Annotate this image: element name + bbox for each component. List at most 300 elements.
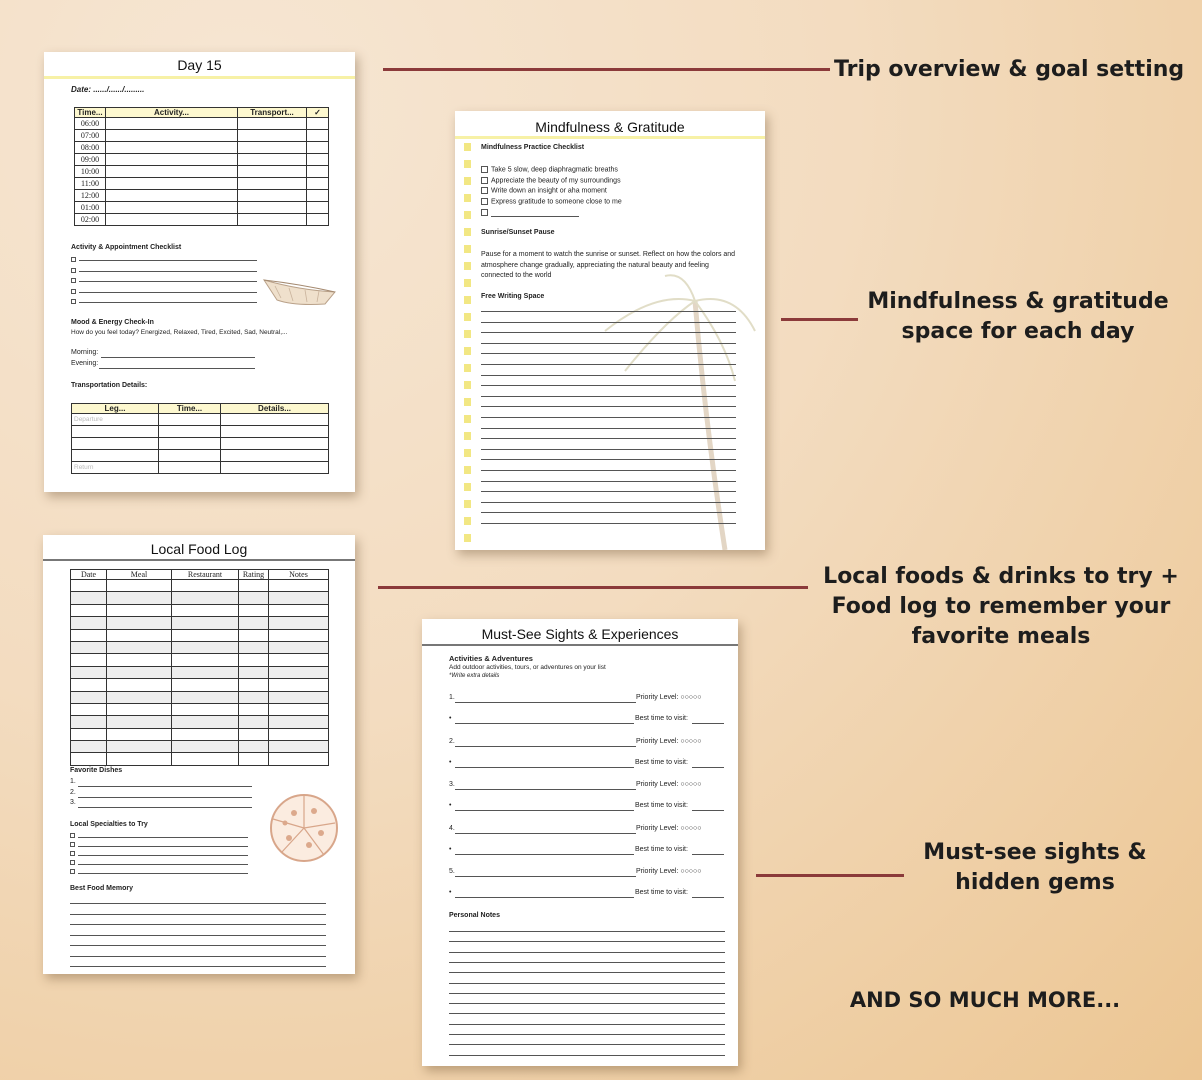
mood-title: Mood & Energy Check-In — [71, 319, 154, 326]
table-cell[interactable] — [71, 716, 107, 728]
table-cell[interactable] — [71, 641, 107, 653]
notes-line[interactable] — [449, 1003, 725, 1004]
sight-line[interactable] — [455, 702, 636, 703]
sights-callout-line — [756, 874, 904, 877]
table-cell[interactable] — [71, 728, 107, 740]
time-cell[interactable] — [159, 438, 221, 450]
table-row — [71, 679, 329, 691]
favorite-title: Favorite Dishes — [70, 767, 123, 774]
bullet: • — [449, 845, 452, 853]
best-time-line[interactable] — [692, 723, 724, 724]
best-time-line[interactable] — [692, 767, 724, 768]
checkbox-icon[interactable] — [481, 209, 488, 216]
table-cell[interactable] — [172, 691, 239, 703]
priority-level[interactable]: Priority Level: ○○○○○ — [636, 781, 702, 789]
mindfulness-page — [455, 111, 765, 550]
schedule-row — [75, 190, 329, 202]
specialty-line[interactable] — [78, 873, 248, 874]
specialty-line[interactable] — [78, 855, 248, 856]
best-time-label: Best time to visit: — [635, 845, 688, 853]
schedule-cell[interactable] — [238, 130, 307, 142]
writing-line[interactable] — [481, 449, 736, 450]
schedule-cell[interactable] — [238, 166, 307, 178]
details-cell[interactable] — [221, 438, 329, 450]
time-cell[interactable] — [159, 462, 221, 474]
schedule-cell[interactable] — [106, 166, 238, 178]
table-cell[interactable] — [269, 604, 329, 616]
table-cell[interactable] — [172, 592, 239, 604]
table-cell[interactable] — [269, 592, 329, 604]
table-cell[interactable] — [172, 716, 239, 728]
sight-line[interactable] — [455, 746, 636, 747]
writing-line[interactable] — [481, 311, 736, 312]
specialty-line[interactable] — [78, 864, 248, 865]
evening-label: Evening: — [71, 360, 99, 367]
schedule-cell[interactable] — [106, 214, 238, 226]
writing-line[interactable] — [481, 364, 736, 365]
writing-line[interactable] — [481, 396, 736, 397]
mood-question: How do you feel today? Energized, Relaxed, Tired, Excited, Sad, Neutral,... — [71, 329, 288, 336]
details-cell[interactable] — [221, 462, 329, 474]
writing-line[interactable] — [481, 428, 736, 429]
checkbox-icon[interactable] — [71, 268, 76, 273]
detail-line[interactable] — [455, 897, 634, 898]
table-cell[interactable] — [71, 604, 107, 616]
checklist-line[interactable] — [79, 292, 257, 293]
table-row — [71, 629, 329, 641]
sight-line[interactable] — [455, 833, 636, 834]
table-cell[interactable] — [269, 580, 329, 592]
notes-line[interactable] — [449, 993, 725, 994]
time-cell[interactable] — [159, 426, 221, 438]
table-cell[interactable] — [71, 592, 107, 604]
details-cell[interactable] — [221, 450, 329, 462]
sight-line[interactable] — [455, 789, 636, 790]
writing-line[interactable] — [481, 459, 736, 460]
table-cell[interactable] — [107, 604, 172, 616]
schedule-row — [75, 118, 329, 130]
table-row — [71, 741, 329, 753]
priority-level[interactable]: Priority Level: ○○○○○ — [636, 824, 702, 832]
best-time-line[interactable] — [692, 810, 724, 811]
table-cell[interactable] — [269, 617, 329, 629]
blank-checklist-item — [481, 209, 488, 216]
notes-line[interactable] — [449, 983, 725, 984]
table-cell[interactable] — [172, 629, 239, 641]
food-callout-line-2: Food log to remember your — [831, 594, 1171, 619]
notes-line[interactable] — [449, 1044, 725, 1045]
writing-line[interactable] — [481, 502, 736, 503]
checkbox-icon[interactable] — [70, 869, 75, 874]
schedule-header-row — [75, 108, 329, 118]
table-cell[interactable] — [239, 666, 269, 678]
table-cell[interactable] — [172, 604, 239, 616]
writing-line[interactable] — [481, 523, 736, 524]
schedule-cell[interactable] — [238, 118, 307, 130]
date-label: Date: ....../....../......... — [71, 85, 145, 94]
mind-callout-line-2: space for each day — [901, 319, 1135, 344]
sight-number: 3. — [449, 781, 455, 789]
table-cell[interactable] — [71, 753, 107, 765]
schedule-cell[interactable] — [106, 130, 238, 142]
schedule-cell[interactable] — [307, 154, 329, 166]
schedule-cell[interactable] — [307, 202, 329, 214]
best-time-label: Best time to visit: — [635, 802, 688, 810]
writing-line[interactable] — [481, 353, 736, 354]
table-row — [71, 703, 329, 715]
details-cell[interactable] — [221, 414, 329, 426]
writing-line[interactable] — [481, 343, 736, 344]
palm-tree-illustration — [585, 271, 765, 550]
table-cell[interactable] — [107, 703, 172, 715]
restaurant-header: Restaurant — [172, 570, 239, 580]
table-cell[interactable] — [71, 629, 107, 641]
table-cell[interactable] — [172, 679, 239, 691]
memory-line[interactable] — [70, 966, 326, 967]
title-divider — [422, 644, 738, 646]
priority-level[interactable]: Priority Level: ○○○○○ — [636, 868, 702, 876]
table-cell[interactable] — [269, 679, 329, 691]
time-cell: 06:00 — [75, 118, 106, 130]
writing-title: Free Writing Space — [481, 293, 545, 300]
time-cell: 01:00 — [75, 202, 106, 214]
schedule-cell[interactable] — [238, 142, 307, 154]
evening-line — [99, 368, 255, 369]
favorite-number: 2. — [70, 788, 76, 796]
morning-line — [101, 357, 255, 358]
checkbox-icon[interactable] — [481, 166, 488, 173]
table-cell[interactable] — [71, 679, 107, 691]
table-cell[interactable] — [71, 654, 107, 666]
activity-header: Activity... — [106, 108, 238, 118]
notes-line[interactable] — [449, 941, 725, 942]
notes-line[interactable] — [449, 1013, 725, 1014]
table-cell[interactable] — [172, 666, 239, 678]
writing-line[interactable] — [481, 375, 736, 376]
sight-line[interactable] — [455, 876, 636, 877]
table-cell[interactable] — [172, 753, 239, 765]
checkbox-icon[interactable] — [481, 177, 488, 184]
table-row — [71, 753, 329, 765]
checklist-title: Activity & Appointment Checklist — [71, 244, 182, 251]
checkbox-icon[interactable] — [70, 860, 75, 865]
favorite-number: 1. — [70, 778, 76, 785]
table-cell[interactable] — [107, 716, 172, 728]
table-cell[interactable] — [239, 679, 269, 691]
meal-header: Meal — [107, 570, 172, 580]
table-cell[interactable] — [269, 666, 329, 678]
table-cell[interactable] — [172, 703, 239, 715]
trip-callout-text: Trip overview & goal setting — [834, 57, 1185, 82]
schedule-cell[interactable] — [238, 178, 307, 190]
table-cell[interactable] — [107, 654, 172, 666]
time-cell[interactable] — [159, 450, 221, 462]
table-cell[interactable] — [107, 592, 172, 604]
schedule-cell[interactable] — [106, 118, 238, 130]
priority-level[interactable]: Priority Level: ○○○○○ — [636, 694, 702, 701]
boat-illustration — [259, 264, 339, 310]
favorite-line[interactable] — [78, 807, 252, 808]
best-time-line[interactable] — [692, 897, 724, 898]
table-cell[interactable] — [269, 728, 329, 740]
writing-line[interactable] — [481, 406, 736, 407]
schedule-cell[interactable] — [238, 154, 307, 166]
table-cell[interactable] — [107, 741, 172, 753]
notes-line[interactable] — [449, 1055, 725, 1056]
sight-number: 4. — [449, 824, 455, 832]
favorite-line[interactable] — [78, 797, 252, 798]
schedule-table — [74, 107, 329, 226]
checklist-item — [481, 187, 607, 194]
table-cell[interactable] — [269, 629, 329, 641]
transport-header: Transport... — [238, 108, 307, 118]
checklist-item-label: Write down an insight or aha moment — [491, 187, 607, 195]
leg-cell[interactable] — [72, 438, 159, 450]
section-note: *Write extra details — [449, 673, 500, 679]
table-cell[interactable] — [107, 728, 172, 740]
sights-callout-line-1: Must-see sights & — [923, 840, 1147, 865]
binding-marks — [464, 143, 471, 543]
schedule-cell[interactable] — [106, 142, 238, 154]
schedule-cell[interactable] — [307, 130, 329, 142]
schedule-cell[interactable] — [307, 166, 329, 178]
checklist-line[interactable] — [79, 260, 257, 261]
table-cell[interactable] — [107, 629, 172, 641]
memory-title: Best Food Memory — [70, 885, 134, 892]
writing-line[interactable] — [481, 417, 736, 418]
day-planner-page — [44, 52, 355, 492]
writing-line[interactable] — [481, 322, 736, 323]
table-cell[interactable] — [71, 741, 107, 753]
rating-header: Rating — [239, 570, 269, 580]
table-cell[interactable] — [269, 753, 329, 765]
writing-line[interactable] — [481, 481, 736, 482]
table-cell[interactable] — [172, 641, 239, 653]
writing-line[interactable] — [481, 438, 736, 439]
schedule-cell[interactable] — [238, 190, 307, 202]
checklist-line[interactable] — [79, 302, 257, 303]
table-cell[interactable] — [239, 716, 269, 728]
writing-line[interactable] — [481, 512, 736, 513]
bullet: • — [449, 758, 452, 766]
table-cell[interactable] — [71, 703, 107, 715]
writing-line[interactable] — [481, 470, 736, 471]
table-cell[interactable] — [172, 741, 239, 753]
checkbox-icon[interactable] — [481, 187, 488, 194]
table-cell[interactable] — [107, 691, 172, 703]
sights-page — [422, 619, 738, 1066]
table-cell[interactable] — [239, 654, 269, 666]
food-header-row — [71, 570, 329, 580]
table-cell[interactable] — [107, 753, 172, 765]
checklist-item — [481, 177, 621, 184]
leg-cell[interactable]: Departure — [72, 414, 159, 426]
schedule-row — [75, 166, 329, 178]
table-cell[interactable] — [239, 691, 269, 703]
notes-line[interactable] — [449, 931, 725, 932]
notes-header: Notes — [269, 570, 329, 580]
table-cell[interactable] — [107, 666, 172, 678]
table-cell[interactable] — [172, 728, 239, 740]
table-cell[interactable] — [239, 629, 269, 641]
table-cell[interactable] — [239, 592, 269, 604]
morning-label: Morning: — [71, 349, 99, 356]
table-cell[interactable] — [107, 679, 172, 691]
table-cell[interactable] — [107, 641, 172, 653]
table-cell[interactable] — [107, 617, 172, 629]
schedule-cell[interactable] — [238, 214, 307, 226]
food-callout-line-1: Local foods & drinks to try + — [823, 564, 1179, 589]
time-cell: 11:00 — [75, 178, 106, 190]
table-cell[interactable] — [239, 741, 269, 753]
checkbox-icon[interactable] — [71, 299, 76, 304]
checkbox-icon[interactable] — [70, 851, 75, 856]
title-divider — [455, 136, 765, 139]
schedule-row — [75, 130, 329, 142]
leg-cell[interactable] — [72, 450, 159, 462]
schedule-cell[interactable] — [106, 202, 238, 214]
time-cell: 02:00 — [75, 214, 106, 226]
leg-cell[interactable]: Return — [72, 462, 159, 474]
memory-line[interactable] — [70, 945, 326, 946]
notes-line[interactable] — [449, 962, 725, 963]
memory-line[interactable] — [70, 903, 326, 904]
best-time-label: Best time to visit: — [635, 758, 688, 766]
table-row — [71, 604, 329, 616]
table-cell[interactable] — [239, 753, 269, 765]
detail-line[interactable] — [455, 767, 634, 768]
table-cell[interactable] — [239, 580, 269, 592]
bullet: • — [449, 889, 452, 897]
schedule-cell[interactable] — [307, 178, 329, 190]
title-divider — [43, 559, 355, 561]
writing-line[interactable] — [481, 385, 736, 386]
table-cell[interactable] — [71, 691, 107, 703]
detail-line[interactable] — [455, 854, 634, 855]
table-cell[interactable] — [269, 741, 329, 753]
table-cell[interactable] — [107, 580, 172, 592]
notes-line[interactable] — [449, 1034, 725, 1035]
checklist-line[interactable] — [79, 281, 257, 282]
trip-callout-line — [383, 68, 830, 71]
table-cell[interactable] — [239, 728, 269, 740]
date-header: Date — [71, 570, 107, 580]
mindfulness-callout — [852, 287, 1184, 347]
checklist-item — [481, 198, 622, 205]
table-cell[interactable] — [269, 691, 329, 703]
best-time-line[interactable] — [692, 854, 724, 855]
table-cell[interactable] — [71, 580, 107, 592]
notes-line[interactable] — [449, 972, 725, 973]
table-cell[interactable] — [269, 703, 329, 715]
sights-callout-line-2: hidden gems — [955, 870, 1115, 895]
detail-line[interactable] — [455, 810, 634, 811]
checkbox-icon[interactable] — [70, 842, 75, 847]
notes-title: Personal Notes — [449, 912, 500, 919]
schedule-cell[interactable] — [307, 214, 329, 226]
leg-cell[interactable] — [72, 426, 159, 438]
checkbox-icon[interactable] — [481, 198, 488, 205]
mind-callout-line — [781, 318, 858, 321]
schedule-cell[interactable] — [238, 202, 307, 214]
checkbox-icon[interactable] — [71, 257, 76, 262]
checklist-line[interactable] — [79, 271, 257, 272]
checklist-item-label: Express gratitude to someone close to me — [491, 197, 622, 205]
mind-callout-line-1: Mindfulness & gratitude — [867, 289, 1169, 314]
food-log-table — [70, 569, 329, 766]
bullet: • — [449, 802, 452, 810]
checkbox-icon[interactable] — [71, 278, 76, 283]
favorite-line[interactable] — [78, 786, 252, 787]
table-cell[interactable] — [239, 703, 269, 715]
table-cell[interactable] — [239, 604, 269, 616]
schedule-row — [75, 142, 329, 154]
table-row — [71, 617, 329, 629]
transport-header-row — [72, 404, 329, 414]
writing-line[interactable] — [481, 332, 736, 333]
table-row — [71, 666, 329, 678]
table-cell[interactable] — [172, 580, 239, 592]
schedule-cell[interactable] — [307, 142, 329, 154]
time-cell: 07:00 — [75, 130, 106, 142]
checkbox-icon[interactable] — [70, 833, 75, 838]
memory-line[interactable] — [70, 956, 326, 957]
schedule-row — [75, 202, 329, 214]
table-row — [71, 691, 329, 703]
transport-row — [72, 426, 329, 438]
transport-row — [72, 438, 329, 450]
table-cell[interactable] — [269, 654, 329, 666]
table-cell[interactable] — [71, 666, 107, 678]
specialty-line[interactable] — [78, 837, 248, 838]
memory-line[interactable] — [70, 924, 326, 925]
schedule-cell[interactable] — [307, 118, 329, 130]
time-cell[interactable] — [159, 414, 221, 426]
priority-level[interactable]: Priority Level: ○○○○○ — [636, 737, 702, 745]
table-cell[interactable] — [172, 654, 239, 666]
table-cell[interactable] — [239, 641, 269, 653]
specialty-line[interactable] — [78, 846, 248, 847]
memory-line[interactable] — [70, 935, 326, 936]
details-cell[interactable] — [221, 426, 329, 438]
table-cell[interactable] — [172, 617, 239, 629]
schedule-cell[interactable] — [106, 154, 238, 166]
writing-line[interactable] — [481, 491, 736, 492]
table-row — [71, 592, 329, 604]
notes-line[interactable] — [449, 952, 725, 953]
section-title: Activities & Adventures — [449, 654, 533, 663]
schedule-cell[interactable] — [106, 190, 238, 202]
sunrise-text: Pause for a moment to watch the sunrise or sunset. Reflect on how the colors and atmosphere change gradually, appreciating the natural beauty and feeling connected to the world — [481, 251, 736, 279]
table-cell[interactable] — [239, 617, 269, 629]
schedule-cell[interactable] — [106, 178, 238, 190]
table-row — [71, 728, 329, 740]
table-cell[interactable] — [269, 716, 329, 728]
page-title: Local Food Log — [150, 541, 248, 557]
detail-line[interactable] — [455, 723, 634, 724]
memory-line[interactable] — [70, 914, 326, 915]
food-callout-line — [378, 586, 808, 589]
table-cell[interactable] — [269, 641, 329, 653]
sight-number: 2. — [449, 737, 455, 745]
pizza-illustration — [269, 793, 341, 863]
notes-line[interactable] — [449, 1024, 725, 1025]
page-title: Mindfulness & Gratitude — [535, 119, 685, 135]
section-subtitle: Add outdoor activities, tours, or adventures on your list — [449, 664, 606, 671]
schedule-cell[interactable] — [307, 190, 329, 202]
checkbox-icon[interactable] — [71, 289, 76, 294]
table-cell[interactable] — [71, 617, 107, 629]
